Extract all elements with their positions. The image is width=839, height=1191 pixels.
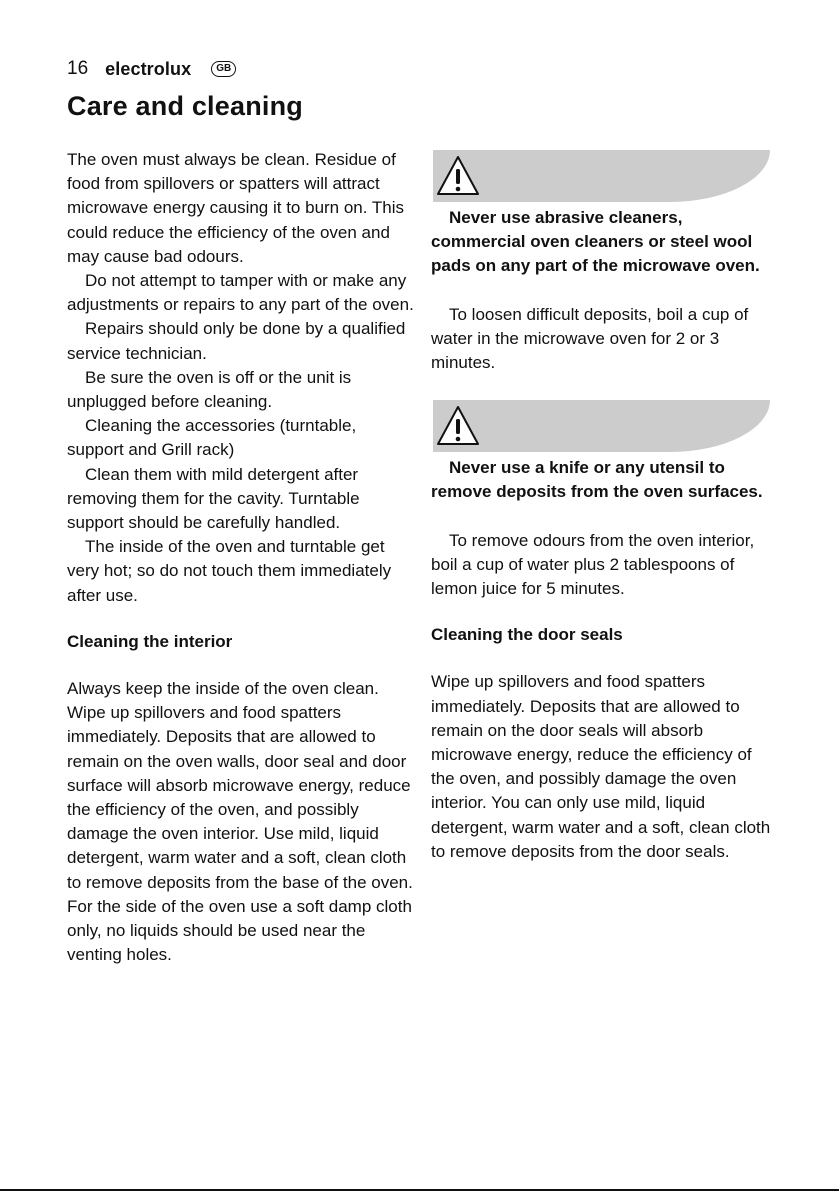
right-column — [431, 148, 776, 864]
page-title: Care and cleaning — [67, 91, 303, 121]
warning-banner — [433, 150, 770, 202]
tip-paragraph: To loosen difficult deposits, boil a cup of water in the microwave oven for 2 or 3 minutes. — [431, 304, 749, 373]
interior-paragraph: Always keep the inside of the oven clean. Wipe up spillovers and food spatters immediately. Deposits that are allowed to remain on the oven walls, door seal and door surface will absorb microwave energy, reduce the efficiency of the oven, and possibly damage the oven interior. Use mild, liquid detergent, warm water and a soft, clean cloth to remove deposits from the base of the oven. For the side of the oven use a soft damp cloth only, no liquids should be used near the venting holes. — [67, 679, 413, 965]
warning-banner — [433, 400, 770, 452]
door-seals-paragraph: Wipe up spillovers and food spatters immediately. Deposits that are allowed to remain on the door seals will absorb microwave energy, reduce the efficiency of the oven, and possibly damage the oven interior. You can only use mild, liquid detergent, warm water and a soft, clean cloth to remove deposits from the door seals. — [431, 672, 771, 861]
intro-paragraph: Be sure the oven is off or the unit is unplugged before cleaning. — [67, 367, 352, 412]
intro-paragraph: Repairs should only be done by a qualified service technician. — [67, 319, 406, 363]
intro-paragraph: Clean them with mild detergent after removing them for the cavity. Turntable support should be carefully handled. — [67, 464, 360, 533]
warning-banner-background — [433, 400, 770, 452]
brand-logo: electrolux — [105, 58, 192, 79]
intro-paragraph: The inside of the oven and turntable get very hot; so do not touch them immediately after use. — [67, 537, 392, 605]
intro-paragraph: The oven must always be clean. Residue of food from spillovers or spatters will attract microwave energy causing it to burn on. This could reduce the efficiency of the oven and may cause bad odours. — [67, 150, 405, 266]
warning-triangle-icon — [435, 154, 481, 198]
language-badge: GB — [211, 61, 236, 77]
section-heading-interior: Cleaning the interior — [67, 631, 233, 651]
warning-text: Never use a knife or any utensil to remove deposits from the oven surfaces. — [431, 458, 763, 502]
page-number: 16 — [67, 58, 89, 79]
section-heading-door-seals: Cleaning the door seals — [431, 625, 623, 645]
warning-triangle-icon — [435, 404, 481, 448]
warning-text: Never use abrasive cleaners, commercial oven cleaners or steel wool pads on any part of the microwave oven. — [431, 208, 760, 276]
page-header — [67, 57, 236, 81]
intro-paragraph: Cleaning the accessories (turntable, support and Grill rack) — [67, 416, 357, 460]
intro-paragraph: Do not attempt to tamper with or make any adjustments or repairs to any part of the oven. — [67, 271, 414, 315]
warning-banner-background — [433, 150, 770, 202]
tip-paragraph: To remove odours from the oven interior, boil a cup of water plus 2 tablespoons of lemon juice for 5 minutes. — [431, 530, 755, 599]
left-column — [67, 148, 417, 968]
